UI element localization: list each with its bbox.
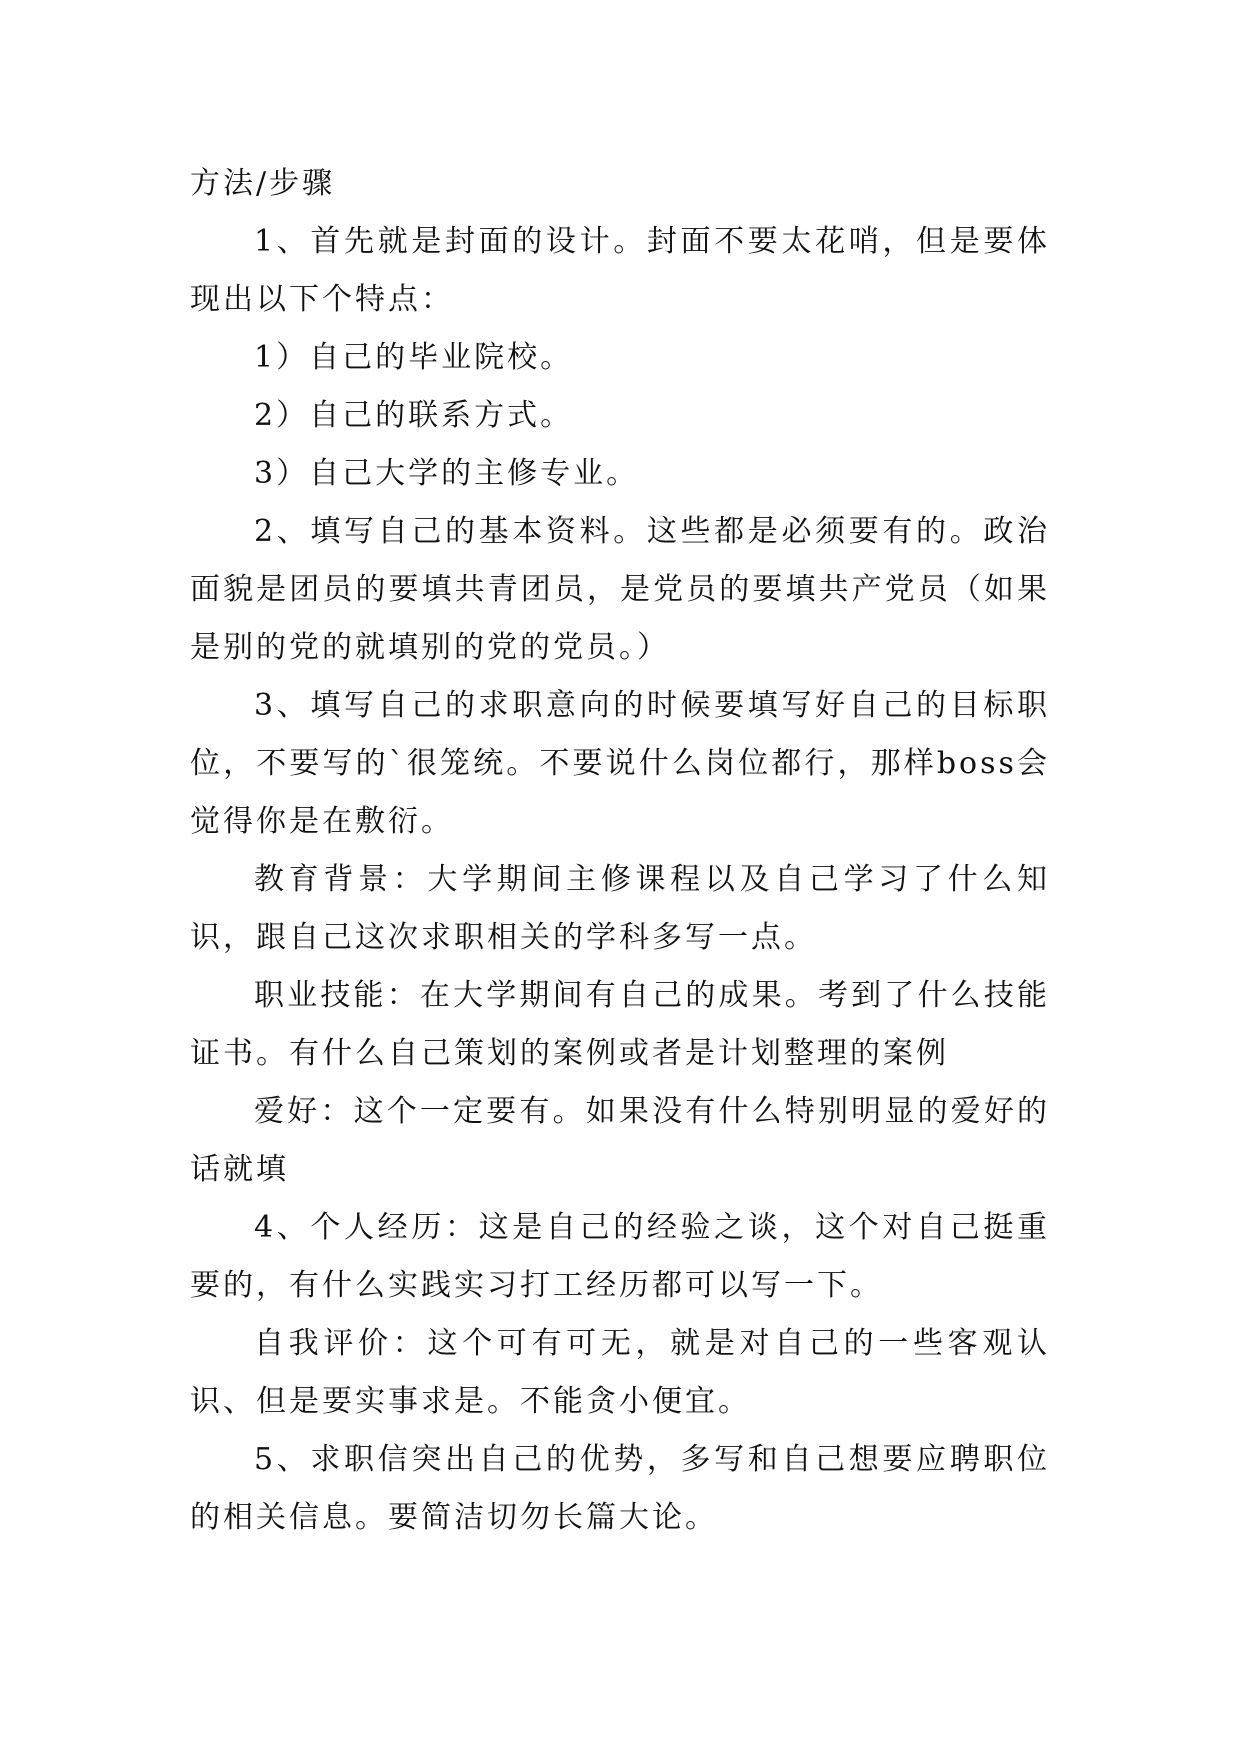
- document-heading: 方法/步骤: [190, 166, 336, 201]
- paragraph-cover-letter: 5、求职信突出自己的优势，多写和自己想要应聘职位的相关信息。要简洁切勿长篇大论。: [190, 1442, 1050, 1535]
- paragraph-education: 教育背景：大学期间主修课程以及自己学习了什么知识，跟自己这次求职相关的学科多写一点。: [190, 862, 1050, 955]
- paragraph-item-major: 3）自己大学的主修专业。: [254, 456, 640, 491]
- paragraph-cover-design: 1、首先就是封面的设计。封面不要太花哨，但是要体现出以下个特点：: [190, 224, 1050, 317]
- paragraph-skills: 职业技能：在大学期间有自己的成果。考到了什么技能证书。有什么自己策划的案例或者是计划整理的案例: [190, 978, 1050, 1071]
- paragraph-hobbies: 爱好：这个一定要有。如果没有什么特别明显的爱好的话就填: [190, 1094, 1050, 1187]
- paragraph-experience: 4、个人经历：这是自己的经验之谈，这个对自己挺重要的，有什么实践实习打工经历都可以写一下。: [190, 1210, 1050, 1303]
- paragraph-self-evaluation: 自我评价：这个可有可无，就是对自己的一些客观认识、但是要实事求是。不能贪小便宜。: [190, 1326, 1050, 1419]
- paragraph-basic-info: 2、填写自己的基本资料。这些都是必须要有的。政治面貌是团员的要填共青团员，是党员的要填共产党员（如果是别的党的就填别的党的党员。）: [190, 514, 1050, 665]
- paragraph-item-contact: 2）自己的联系方式。: [254, 398, 574, 433]
- document-body: [190, 155, 1050, 1547]
- paragraph-item-school: 1）自己的毕业院校。: [254, 340, 574, 375]
- paragraph-job-intention: 3、填写自己的求职意向的时候要填写好自己的目标职位，不要写的`很笼统。不要说什么岗位都行，那样boss会觉得你是在敷衍。: [190, 688, 1050, 839]
